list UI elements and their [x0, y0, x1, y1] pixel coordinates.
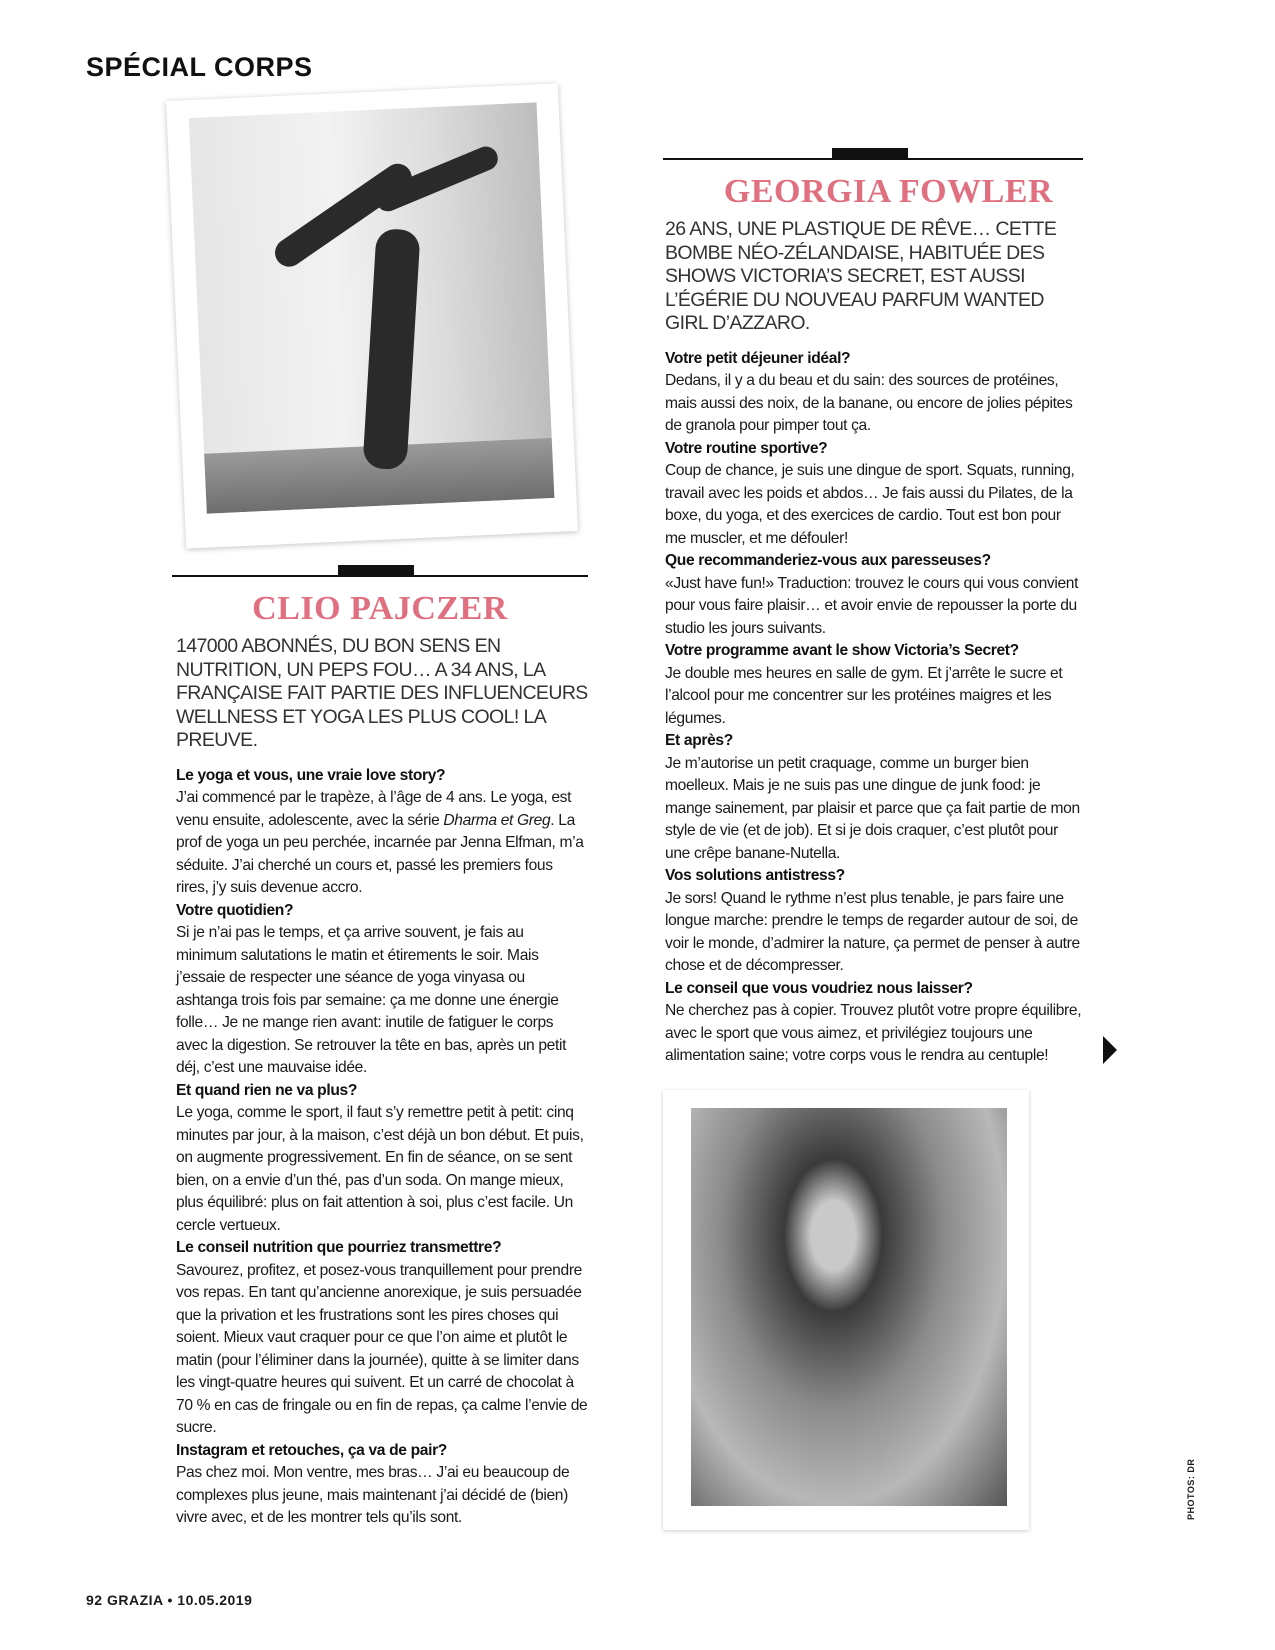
qa-item: Que recommanderiez-vous aux paresseuses? «Just have fun!» Traduction: trouvez le cours qui vous convient pour vous faire plaisir… et avoir envie de repousser la porte du studio les jours suivants. [665, 552, 1079, 637]
qa-item: Et après? Je m’autorise un petit craquage, comme un burger bien moelleux. Mais je ne suis pas une dingue de junk food: je mange sainement, par plaisir et parce que ça fait partie de mon style de vie (et de job). Et si je dois craquer, c’est plutôt pour une crêpe banane-Nutella. [665, 732, 1080, 862]
section-rubric: SPÉCIAL CORPS [86, 52, 313, 82]
qa-item: Et quand rien ne va plus? Le yoga, comme le sport, il faut s’y remettre petit à petit: cinq minutes par jour, à la maison, c’est déjà un bon début. Et puis, on augmente progressivement. En fin de séance, on se sent bien, on a envie d’un thé, pas d’un soda. On mange mieux, plus équilibré: plus on fait attention à soi, plus c’est facile. Un cercle vertueux. [176, 1081, 584, 1234]
qa-item: Le conseil que vous voudriez nous laisser? Ne cherchez pas à copier. Trouvez plutôt votre propre équilibre, avec le sport que vous aimez, et privilégiez toujours une alimentation saine; votre corps vous le rendra au centuple! [665, 979, 1082, 1064]
interview-clio [172, 765, 588, 1530]
qa-item: Votre quotidien? Si je n’ai pas le temps, et ça arrive souvent, je fais au minimum salutations le matin et étirements le soir. Mais j’essaie de respecter une séance de yoga vinyasa ou ashtanga trois fois par semaine: ça me donne une énergie folle… Je ne mange rien avant: inutile de fatiguer le corps avec la digestion. Se retrouver la tête en bas, après un petit déj, c’est une mauvaise idée. [176, 901, 567, 1076]
divider [663, 146, 1083, 160]
qa-item: Votre routine sportive? Coup de chance, je suis une dingue de sport. Squats, running, travail avec les poids et abdos… Je fais aussi du Pilates, de la boxe, du yoga, et des exercices de cardio. Tout est bon pour me muscler, et me défouler! [665, 439, 1075, 547]
divider-tab [832, 148, 908, 160]
yoga-handstand-photo [166, 83, 578, 548]
qa-item: Instagram et retouches, ça va de pair? Pas chez moi. Mon ventre, mes bras… J’ai eu beaucoup de complexes plus jeune, mais maintenant j’ai décidé de (bien) vivre avec, et de les montrer tels qu’ils sont. [176, 1441, 570, 1526]
divider-tab [338, 565, 414, 577]
profile-name-clio: CLIO PAJCZER [252, 590, 508, 627]
profile-clio [172, 563, 588, 1530]
qa-item: Votre programme avant le show Victoria’s Secret? Je double mes heures en salle de gym. Et j’arrête le sucre et l’alcool pour me concentrer sur les protéines maigres et les légumes. [665, 642, 1063, 727]
georgia-portrait-photo [663, 1090, 1029, 1530]
qa-item: Vos solutions antistress? Je sors! Quand le rythme n’est plus tenable, je pars faire une longue marche: prendre le temps de regarder autour de soi, de voir le monde, d’admirer la nature, ça permet de penser à autre chose et de décompresser. [665, 867, 1080, 974]
divider [172, 563, 588, 577]
lead-clio: 147000 ABONNÉS, DU BON SENS EN NUTRITION, UN PEPS FOU… A 34 ANS, LA FRANÇAISE FAIT PARTIE DES INFLUENCEURS WELLNESS ET YOGA LES PLUS COOL! LA PREUVE. [176, 635, 588, 751]
qa-item: Le conseil nutrition que pourriez transmettre? Savourez, profitez, et posez-vous tranquillement pour prendre vos repas. En tant qu’ancienne anorexique, je suis persuadée que la privation et les frustrations sont les pires choses qui soient. Mieux vaut craquer pour ce que l’on aime et plutôt le matin (pour l’éliminer dans la journée), quitte à se limiter dans les vingt-quatre heures qui suivent. Et un carré de chocolat à 70 % en cas de fringale ou en fin de repas, ça calme l’envie de sucre. [176, 1239, 588, 1436]
qa-item: Votre petit déjeuner idéal? Dedans, il y a du beau et du sain: des sources de protéines, mais aussi des noix, de la banane, ou encore de jolies pépites de granola pour pimper tout ça. [665, 349, 1073, 434]
profile-georgia [663, 146, 1083, 1530]
triangle-right-icon [1103, 1036, 1117, 1064]
lead-georgia: 26 ANS, UNE PLASTIQUE DE RÊVE… CETTE BOMBE NÉO-ZÉLANDAISE, HABITUÉE DES SHOWS VICTORIA’S SECRET, EST AUSSI L’ÉGÉRIE DU NOUVEAU PARFUM WANTED GIRL D’AZZARO. [665, 218, 1057, 334]
page-footer: 92 GRAZIA • 10.05.2019 [86, 1592, 253, 1608]
profile-name-georgia: GEORGIA FOWLER [723, 173, 1053, 210]
interview-georgia [663, 348, 1083, 1068]
qa-item: Le yoga et vous, une vraie love story? J’ai commencé par le trapèze, à l’âge de 4 ans. Le yoga, est venu ensuite, adolescente, avec la série Dharma et Greg. La prof de yoga un peu perchée, incarnée par Jenna Elfman, m’a séduite. J’ai cherché un cours et, passé les premiers fous rires, j’y suis devenue accro. [176, 766, 584, 896]
photo-credit: PHOTOS: DR [1186, 1458, 1196, 1520]
